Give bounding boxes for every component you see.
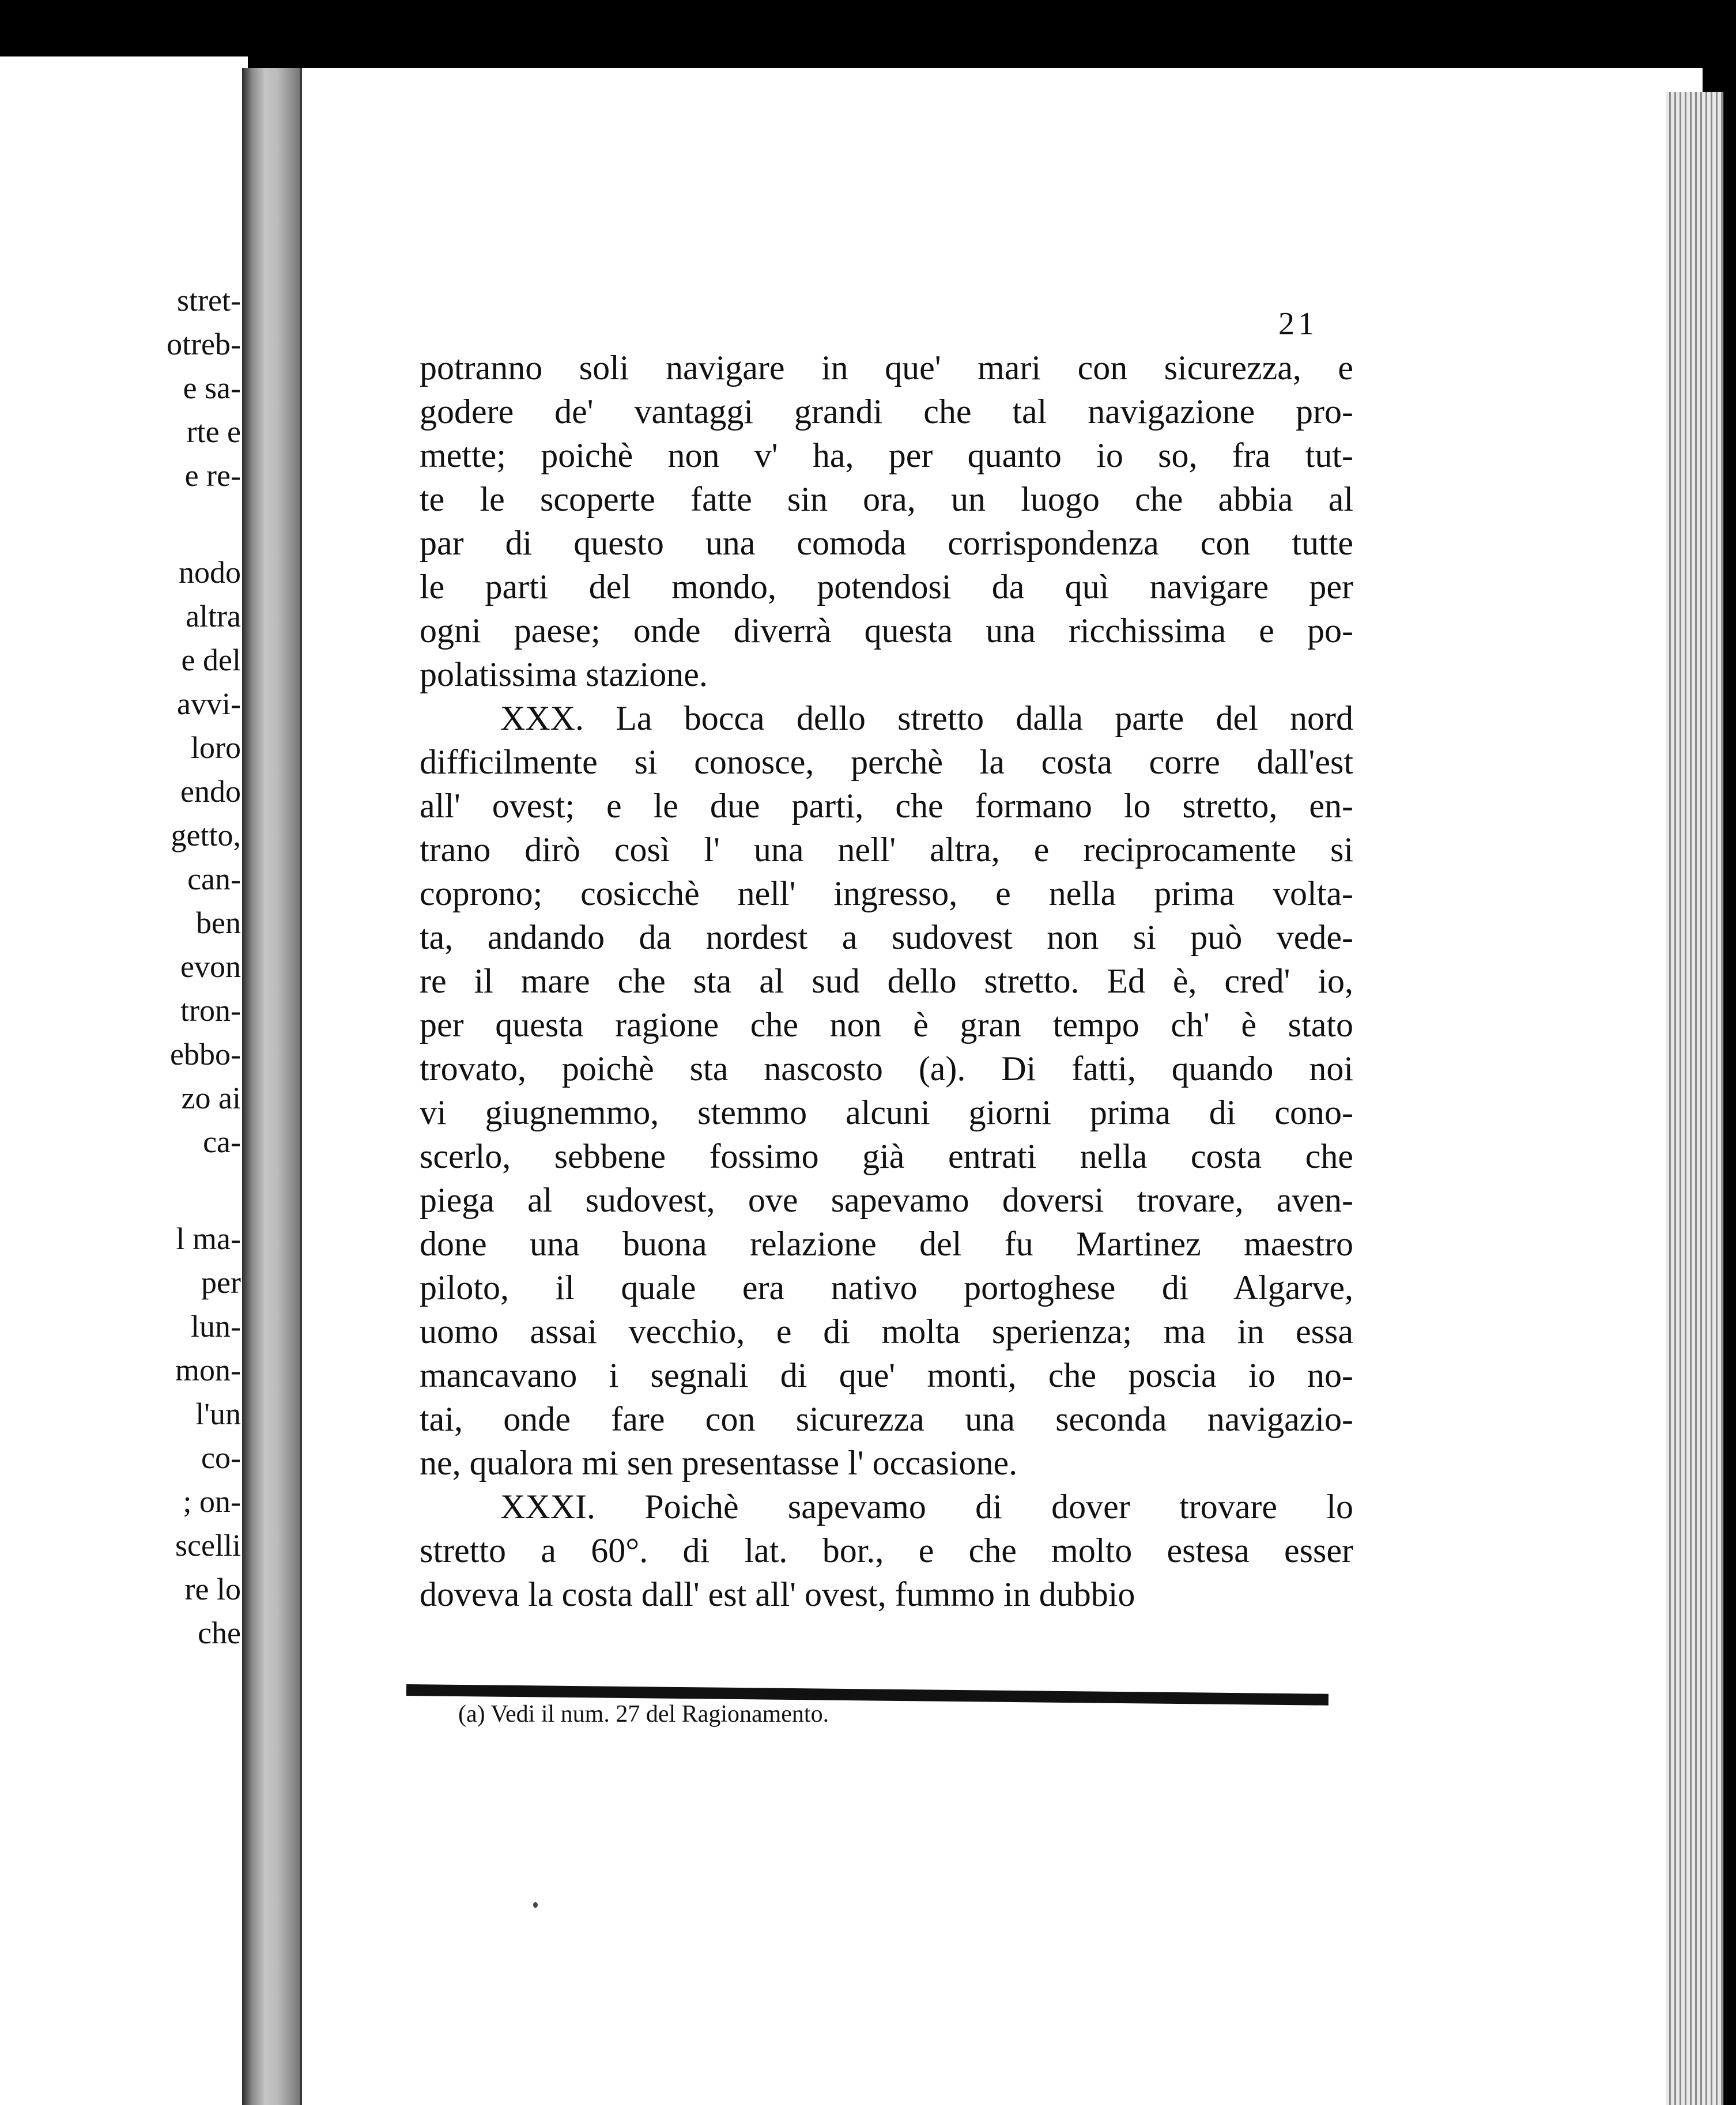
text-line: polatissima stazione. [420,655,708,693]
left-page-line: otreb- [167,327,241,361]
text-line: trovato, poichè sta nascosto (a). Di fatti, quando noi [420,1050,1353,1088]
text-line: doveva la costa dall' est all' ovest, fummo in dubbio [420,1575,1135,1613]
text-line: mancavano i segnali di que' monti, che poscia io no- [420,1356,1353,1394]
left-page-line: scelli [175,1528,241,1563]
footnote: (a) Vedi il num. 27 del Ragionamento. [458,1701,829,1727]
page-edges [1666,92,1723,2105]
text-line: XXXI. Poichè sapevamo di dover trovare lo [500,1488,1353,1526]
left-page-line: evon [180,949,241,984]
body-text [420,346,1353,1616]
left-page-line: ; on- [183,1484,241,1519]
left-page-line: ca- [203,1125,241,1159]
left-page-line: lun- [191,1309,241,1344]
left-page-line: e sa- [183,371,241,405]
left-page-line: e del [181,643,241,677]
text-line: trano dirò così l' una nell' altra, e reciprocamente si [420,831,1353,869]
text-line: coprono; cosicchè nell' ingresso, e nella prima volta- [420,874,1353,912]
book-gutter [242,68,300,2105]
left-page-line: per [201,1265,241,1300]
text-line: XXX. La bocca dello stretto dalla parte del nord [500,699,1353,737]
text-line: stretto a 60°. di lat. bor., e che molto estesa esser [420,1531,1353,1570]
text-line: all' ovest; e le due parti, che formano lo stretto, en- [420,787,1353,825]
left-page-line: nodo [179,555,241,590]
text-line: vi giugnemmo, stemmo alcuni giorni prima di cono- [420,1093,1353,1131]
left-page-line: ben [196,906,241,940]
left-page-line: stret- [177,283,241,318]
text-line: per questa ragione che non è gran tempo ch' è stato [420,1006,1353,1044]
text-line: re il mare che sta al sud dello stretto. Ed è, cred' io, [420,962,1353,1000]
left-page-line: zo ai [181,1081,241,1115]
text-line: done una buona relazione del fu Martinez maestro [420,1225,1353,1263]
text-line: scerlo, sebbene fossimo già entrati nella costa che [420,1137,1353,1175]
left-page-line: l'un [195,1397,241,1431]
left-page-line: tron- [180,993,241,1028]
text-line: ta, andando da nordest a sudovest non si può vede- [420,918,1353,956]
left-page-line: getto, [171,818,241,852]
paper-speck [533,1902,538,1908]
left-page-line: mon- [175,1353,241,1387]
text-line: piloto, il quale era nativo portoghese di Algarve, [420,1269,1353,1307]
text-line: le parti del mondo, potendosi da quì navigare per [420,568,1353,606]
text-line: ogni paese; onde diverrà questa una ricchissima e po- [420,612,1353,650]
text-line: mette; poichè non v' ha, per quanto io so, fra tut- [420,436,1353,474]
text-line: te le scoperte fatte sin ora, un luogo che abbia al [420,480,1353,518]
left-page-line: re lo [184,1572,241,1606]
text-line: ne, qualora mi sen presentasse l' occasione. [420,1444,1018,1482]
left-page-line: avvi- [177,686,241,721]
left-page-line: loro [191,730,241,765]
left-page-line: ebbo- [170,1037,241,1072]
left-page-line: altra [186,599,241,633]
left-page-line: co- [201,1440,241,1475]
left-page-line: can- [187,862,241,896]
left-page-line: l ma- [176,1221,241,1256]
left-page-line: rte e [186,414,241,449]
text-line: difficilmente si conosce, perchè la costa corre dall'est [420,743,1353,781]
left-page-line: e re- [184,458,241,493]
text-line: piega al sudovest, ove sapevamo doversi trovare, aven- [420,1181,1353,1219]
left-facing-page [0,56,248,2105]
left-page-line: endo [180,774,241,809]
text-line: par di questo una comoda corrispondenza con tutte [420,524,1353,562]
text-line: uomo assai vecchio, e di molta sperienza; ma in essa [420,1312,1353,1350]
left-page-line: che [198,1616,241,1650]
text-line: potranno soli navigare in que' mari con sicurezza, e [420,349,1353,387]
page-number: 21 [1278,306,1318,342]
text-line: godere de' vantaggi grandi che tal navigazione pro- [420,393,1353,431]
text-line: tai, onde fare con sicurezza una seconda navigazio- [420,1400,1353,1438]
